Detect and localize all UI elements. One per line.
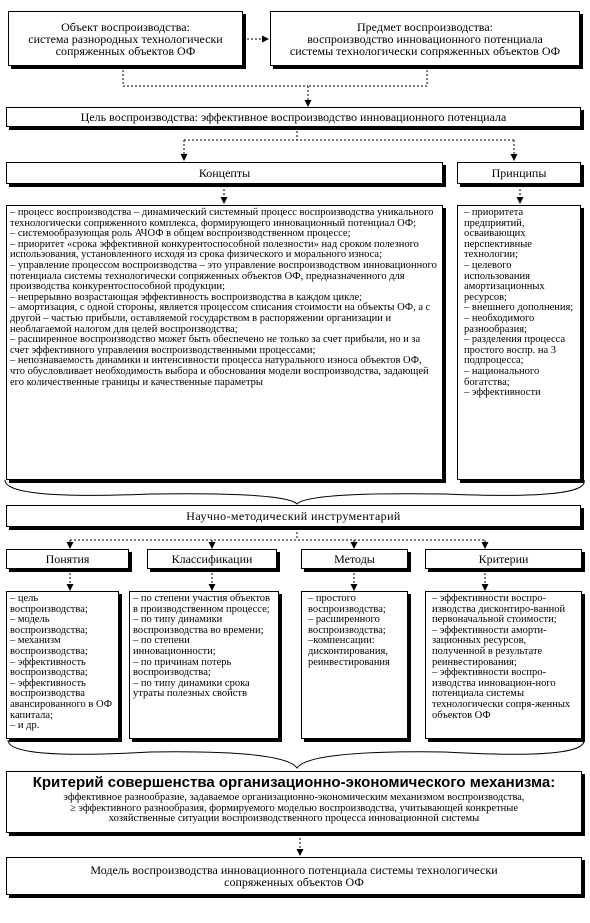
col-text-methods: – простого воспроизводства; – расширенного воспроизводства; –компенсации: дисконтирования, реинвестирования xyxy=(301,591,408,739)
criterion-title: Критерий совершенства организационно-экономического механизма: xyxy=(32,774,556,791)
model-box: Модель воспроизводства инновационного потенциала системы технологически сопряженных объектов ОФ xyxy=(6,857,582,895)
concepts-text: – процесс воспроизводства – динамический системный процесс воспроизводства уникального технологически сопряженного комплекса, формирующего инновационный потенциал ОФ; – системообразующая роль АЧОФ в общем воспроизводственном процессе; – приоритет «срока эффективной конкурентоспособной полезности» над сроком полезного использования, установленного исходя из срока физического и морального износа; – управление процессом воспроизводства – это управление воспроизводством инновационного потенциала системы технологически сопряженных объектов ОФ, предназначенного для производства конкурентоспособной продукции; – непрерывно возрастающая эффективность воспроизводства в каждом цикле; – амортизация, с одной стороны, является процессом списания стоимости на объекты ОФ, а с другой – частью прибыли, оставляемой государством в распоряжении организации и необлагаемой налогом для целей воспроизводства; – расширенное воспроизводство может быть обеспечено не только за счет прибыли, но и за счет эффективного управления воспроизводственными процессами; – непознаваемость динамики и интенсивности процесса натурального износа объектов ОФ, что обусловливает необходимость выбора и обоснования модели воспроизводства, задающей его количественные границы и качественные параметры xyxy=(6,205,443,480)
col-text-classifications: – по степени участия объектов в производственном процессе; – по типу динамики воспроизводства во времени; – по степени инновационности; – по причинам потерь воспроизводства; – по типу динамики срока утраты полезных свойств xyxy=(129,591,279,739)
col-title-concepts: Понятия xyxy=(6,549,129,569)
col-title-classifications: Классификации xyxy=(147,549,277,569)
col-title-criteria: Критерии xyxy=(425,549,582,569)
col-title-methods: Методы xyxy=(301,549,408,569)
concepts-title: Концепты xyxy=(6,162,443,184)
criterion-box xyxy=(6,771,582,833)
toolkit-box: Научно-методический инструментарий xyxy=(6,505,581,527)
goal-box: Цель воспроизводства: эффективное воспроизводство инновационного потенциала xyxy=(6,107,581,127)
criterion-text: эффективное разнообразие, задаваемое организационно-экономическим механизмом воспроизводства, ≥ эффективного разнообразия, формируемого моделью воспроизводства, учитывающей конкретные хозяйственные ситуации воспроизводственного процесса инновационной системы xyxy=(63,792,525,825)
principles-text: – приоритета предприятий, осваивающих перспективные технологии; – целевого использования амортизационных ресурсов; – внешнего дополнения; – необходимого разнообразия; – разделения процесса простого воспр. на 3 подпроцесса; – национального богатства; – эффективности xyxy=(457,205,581,480)
col-text-criteria: – эффективности воспро-изводства дисконтиро-ванной первоначальной стоимости; – эффективности аморти-зационных ресурсов, полученной в результате реинвестирования; – эффективности воспро-изводства инновацион-ного потенциала системы технологически сопря-женных объектов ОФ xyxy=(425,591,582,739)
subject-box: Предмет воспроизводства: воспроизводство инновационного потенциала системы технологически сопряженных объектов ОФ xyxy=(270,11,580,66)
principles-title: Принципы xyxy=(457,162,581,184)
object-box: Объект воспроизводства: система разнородных технологически сопряженных объектов ОФ xyxy=(8,11,243,66)
col-text-concepts: – цель воспроизводства; – модель воспроизводства; – механизм воспроизводства; – эффективность воспроизводства; – эффективность воспроизводства авансированного в ОФ капитала; – и др. xyxy=(6,591,119,739)
